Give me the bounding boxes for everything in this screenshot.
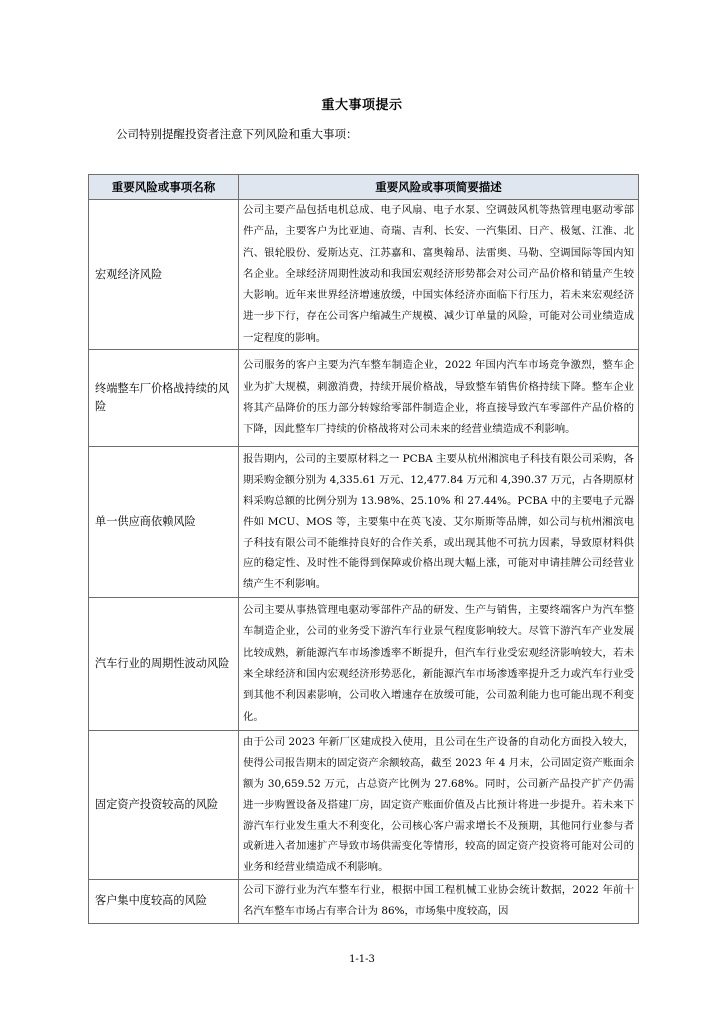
risk-name: 客户集中度较高的风险: [89, 880, 239, 924]
column-header-description: 重要风险或事项简要描述: [239, 175, 639, 200]
risk-name: 汽车行业的周期性波动风险: [89, 598, 239, 731]
risk-name: 固定资产投资较高的风险: [89, 731, 239, 880]
risk-name: 单一供应商依赖风险: [89, 447, 239, 598]
table-row: [89, 200, 639, 350]
page-title: 重大事项提示: [321, 98, 403, 113]
risk-description: 由于公司 2023 年新厂区建成投入使用，且公司在生产设备的自动化方面投入较大，使得公司报告期末的固定资产余额较高，截至 2023 年 4 月末，公司固定资产账面余额为 30,659.52 万元，占总资产比例为 27.68%。同时，公司新产品投产扩产仍需进一步购置设备及搭建厂房，固定资产账面价值及占比预计将进一步提升。若未来下游汽车行业发生重大不利变化，公司核心客户需求增长不及预期，其他同行业参与者或新进入者加速扩产导致市场供需变化等情形，较高的固定资产投资将可能对公司的业务和经营业绩造成不利影响。: [239, 731, 639, 880]
page-number: 1-1-3: [349, 954, 375, 965]
risk-description: 报告期内，公司的主要原材料之一 PCBA 主要从杭州湘滨电子科技有限公司采购，各期采购金额分别为 4,335.61 万元、12,477.84 万元和 4,390.37 万元，占各期原材料采购总额的比例分别为 13.98%、25.10% 和 27.44%。PCBA 中的主要电子元器件如 MCU、MOS 等，主要集中在英飞凌、艾尔斯斯等品牌，如公司与杭州湘滨电子科技有限公司不能维持良好的合作关系，或出现其他不可抗力因素，导致原材料供应的稳定性、及时性不能得到保障或价格出现大幅上涨，可能对申请挂牌公司经营业绩产生不利影响。: [239, 447, 639, 598]
table-header-row: [89, 175, 639, 200]
table-row: [89, 880, 639, 924]
intro-text: 公司特别提醒投资者注意下列风险和重大事项：: [116, 127, 358, 141]
table-row: [89, 447, 639, 598]
risk-description: 公司主要产品包括电机总成、电子风扇、电子水泵、空调鼓风机等热管理电驱动零部件产品，主要客户为比亚迪、奇瑞、吉利、长安、一汽集团、日产、极氪、江淮、北汽、银轮股份、爱斯达克、江苏嘉和、富奥翰昂、法雷奥、马勒、空调国际等国内知名企业。全球经济周期性波动和我国宏观经济形势都会对公司产品价格和销量产生较大影响。近年来世界经济增速放缓，中国实体经济亦面临下行压力，若未来宏观经济进一步下行，存在公司客户缩减生产规模、减少订单量的风险，可能对公司业绩造成一定程度的影响。: [239, 200, 639, 350]
table-row: [89, 350, 639, 447]
risk-name: 宏观经济风险: [89, 200, 239, 350]
risk-description: 公司主要从事热管理电驱动零部件产品的研发、生产与销售，主要终端客户为汽车整车制造企业，公司的业务受下游汽车行业景气程度影响较大。尽管下游汽车产业发展比较成熟，新能源汽车市场渗透率不断提升，但汽车行业受宏观经济影响较大，若未来全球经济和国内宏观经济形势恶化，新能源汽车市场渗透率提升乏力或汽车行业受到其他不利因素影响，公司收入增速存在放缓可能，公司盈利能力也可能出现不利变化。: [239, 598, 639, 731]
table-row: [89, 731, 639, 880]
column-header-name: 重要风险或事项名称: [89, 175, 239, 200]
risk-table: [88, 174, 639, 924]
risk-description: 公司服务的客户主要为汽车整车制造企业，2022 年国内汽车市场竞争激烈，整车企业为扩大规模，刺激消费，持续开展价格战，导致整车销售价格持续下降。整车企业将其产品降价的压力部分转嫁给零部件制造企业，将直接导致汽车零部件产品价格的下降，因此整车厂持续的价格战将对公司未来的经营业绩造成不利影响。: [239, 350, 639, 447]
risk-description: 公司下游行业为汽车整车行业，根据中国工程机械工业协会统计数据，2022 年前十名汽车整车市场占有率合计为 86%，市场集中度较高，因: [239, 880, 639, 924]
table-row: [89, 598, 639, 731]
risk-name: 终端整车厂价格战持续的风险: [89, 350, 239, 447]
